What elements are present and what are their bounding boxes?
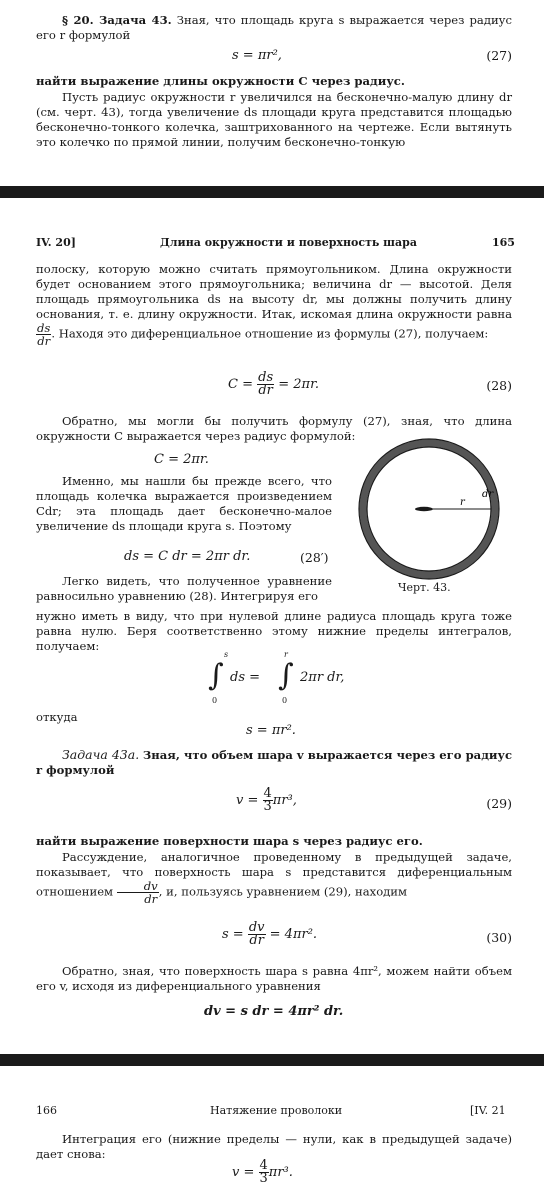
paragraph-integration: Интеграция его (нижние пределы — нули, как в предыдущей задаче) дает снова: <box>36 1132 512 1161</box>
paragraph-conversely: Обратно, мы могли бы получить формулу (27), зная, что длина окружности C выражается через радиус формулой: <box>36 414 512 443</box>
paragraph-integrate: нужно иметь в виду, что при нулевой длине радиуса площадь круга тоже равна нулю. Беря соответственно этому нижние пределы интегралов, получаем: <box>36 609 512 653</box>
paragraph-find-length <box>36 74 512 89</box>
label-r: r <box>460 497 465 508</box>
word-whence: откуда <box>36 710 78 724</box>
figure-43-circle <box>354 434 504 584</box>
reasoning-text-a: Рассуждение, аналогичное проведенному в предыдущей задаче, показывает, что поверхность шара s представится диференциальным отношением <box>36 850 512 899</box>
equation-29: v = $\frac{4}{3}$ πr³, <box>236 786 297 814</box>
equation-30: s = $\frac{dv}{dr}$ = 4πr². <box>222 920 318 948</box>
page-number: 165 <box>492 236 515 249</box>
paragraph-reasoning <box>36 850 512 905</box>
equation-c: C = 2πr. <box>154 452 209 467</box>
figure-43-caption: Черт. 43. <box>398 581 451 594</box>
reasoning-text-b: , и, пользуясь уравнением (29), находим <box>158 884 408 899</box>
find-length-text: найти выражение длины окружности C через радиус. <box>36 74 405 88</box>
page-separator <box>0 186 544 198</box>
paragraph-strip <box>36 262 512 347</box>
strip-text-b: . Находя это диференциальное отношение из формулы (27), получаем: <box>51 326 489 341</box>
equation-28-prime: ds = C dr = 2πr dr. <box>124 549 251 564</box>
task43-text: Зная, что площадь круга s выражается через радиус его r формулой <box>36 13 512 42</box>
integral-left-upper: s <box>224 650 229 659</box>
integral-sign-left: ∫ <box>208 658 224 693</box>
task43-title: § 20. Задача 43. <box>62 13 172 27</box>
paragraph-namely: Именно, мы нашли бы прежде всего, что площадь колечка выражается произведением Cdr; эта площадь дает бесконечно-малое увеличение ds площади круга s. Поэтому <box>36 474 332 533</box>
equation-dv: dv = s dr = 4πr² dr. <box>204 1004 344 1019</box>
paragraph-find-surface <box>36 834 512 849</box>
equation-28-prime-number: (28′) <box>300 550 329 565</box>
strip-text-a: полоску, которую можно считать прямоугольником. Длина окружности будет основанием этого прямоугольника; величина dr — высотой. Деля площадь прямоугольника ds на высоту dr, мы должны получить длину основания, т. е. длину окружности. Итак, искомая длина окружности равна <box>36 262 512 321</box>
page-number-166: 166 <box>36 1104 57 1117</box>
equation-30-number: (30) <box>486 930 512 945</box>
page-separator-2 <box>0 1054 544 1066</box>
equation-28-number: (28) <box>486 378 512 393</box>
equation-27-number: (27) <box>486 48 512 63</box>
paragraph-task43a <box>36 747 512 778</box>
page-header-title-2: Натяжение проволоки <box>210 1104 343 1117</box>
equation-28: C = $\frac{ds}{dr}$ = 2πr. <box>228 370 320 398</box>
integral-right-lower: 0 <box>282 696 288 705</box>
task43a-text: Зная, что объем шара v выражается через его радиус r формулой <box>36 748 513 777</box>
label-dr: dr <box>482 489 494 500</box>
page-header-title: Длина окружности и поверхность шара <box>160 236 417 249</box>
equation-v: v = $\frac{4}{3}$ πr³. <box>232 1158 293 1186</box>
paragraph-conversely-volume: Обратно, зная, что поверхность шара s равна 4πr², можем найти объем его v, исходя из диференциального уравнения <box>36 964 512 993</box>
page-header-section: IV. 20] <box>36 236 76 249</box>
paragraph-task43 <box>36 13 512 43</box>
equation-29-number: (29) <box>486 796 512 811</box>
equation-27: s = πr², <box>232 48 282 63</box>
fraction-dv-dr: $\frac{dv}{dr}$ <box>117 880 159 905</box>
find-surface-text: найти выражение поверхности шара s через радиус его. <box>36 834 423 848</box>
integral-right-upper: r <box>284 650 288 659</box>
paragraph-easy-to-see: Легко видеть, что полученное уравнение равносильно уравнению (28). Интегрируя его <box>36 574 332 603</box>
page-header-section-2: [IV. 21 <box>470 1104 506 1117</box>
integral-right-body: 2πr dr, <box>300 670 345 685</box>
equation-s: s = πr². <box>246 723 296 738</box>
paragraph-suppose: Пусть радиус окружности r увеличился на бесконечно-малую длину dr (см. черт. 43), тогда увеличение ds площади круга представится площадью бесконечно-тонкого колечка, заштрихованного на чертеже. Если вытянуть это колечко по прямой линии, получим бесконечно-тонкую <box>36 90 512 149</box>
fraction-ds-dr: $\frac{ds}{dr}$ <box>37 321 51 348</box>
integral-sign-right: ∫ <box>278 658 294 693</box>
task43a-title: Задача 43а. <box>62 747 140 762</box>
integral-left-body: ds = <box>230 670 261 685</box>
center-mark <box>415 507 433 511</box>
integral-left-lower: 0 <box>212 696 218 705</box>
